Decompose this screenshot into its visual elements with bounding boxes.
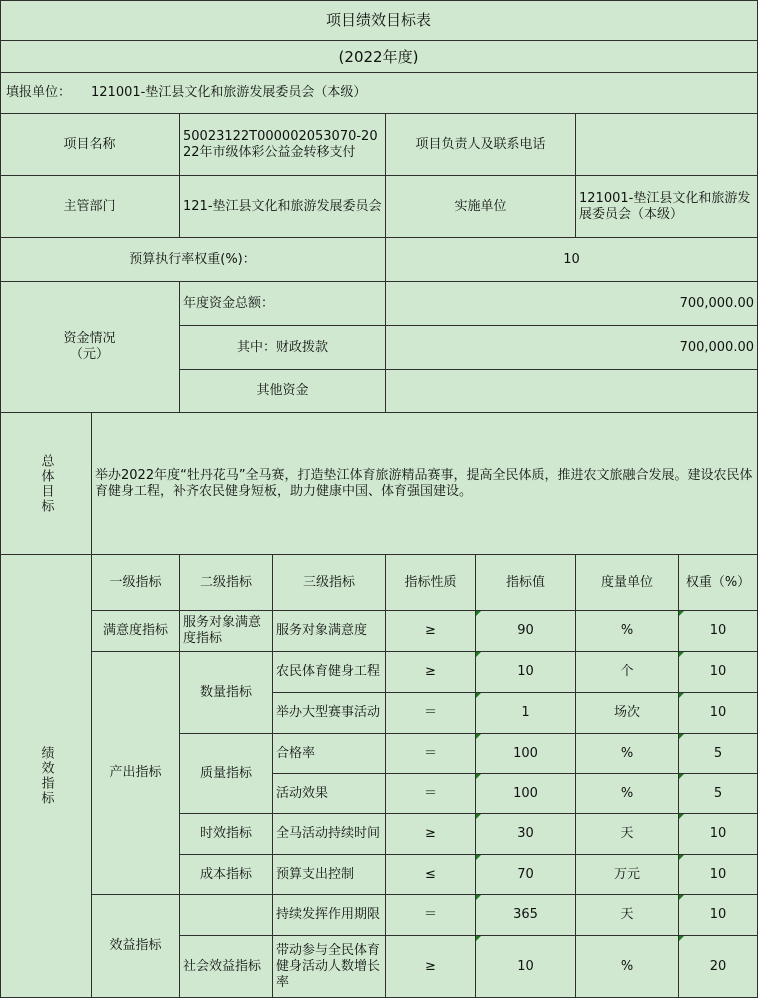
level2-service-satisfaction: 服务对象满意度指标	[180, 611, 273, 652]
level2-social-benefit: 社会效益指标	[180, 936, 273, 998]
table-title: 项目绩效目标表	[0, 0, 758, 41]
row-8-value: 10	[476, 936, 576, 998]
row-1-level3: 农民体育健身工程	[273, 652, 386, 693]
level1-output: 产出指标	[92, 652, 180, 895]
row-1-unit: 个	[576, 652, 679, 693]
row-6-nature: ≤	[386, 855, 476, 895]
level2-blank	[180, 895, 273, 936]
row-2-unit: 场次	[576, 693, 679, 734]
row-8-unit: %	[576, 936, 679, 998]
row-6-weight: 10	[679, 855, 758, 895]
header-level1: 一级指标	[92, 555, 180, 611]
goal-text: 举办2022年度“牡丹花马”全马赛，打造垫江体育旅游精品赛事，提高全民体质，推进农文旅融合发展。建设农民体育健身工程，补齐农民健身短板，助力健康中国、体育强国建设。	[92, 413, 758, 555]
funds-fiscal-value: 700,000.00	[386, 326, 758, 370]
row-4-unit: %	[576, 774, 679, 814]
row-1-nature: ≥	[386, 652, 476, 693]
row-5-nature: ≥	[386, 814, 476, 855]
row-7-value: 365	[476, 895, 576, 936]
row-4-nature: ＝	[386, 774, 476, 814]
funds-label: 资金情况（元）	[0, 282, 180, 413]
project-name-value: 50023122T000002053070-2022年市级体彩公益金转移支付	[180, 114, 386, 176]
row-6-value: 70	[476, 855, 576, 895]
row-3-unit: %	[576, 734, 679, 774]
budget-weight-label: 预算执行率权重(%)：	[0, 238, 386, 282]
level2-quantity: 数量指标	[180, 652, 273, 734]
row-4-level3: 活动效果	[273, 774, 386, 814]
row-2-nature: ＝	[386, 693, 476, 734]
row-0-weight: 10	[679, 611, 758, 652]
project-person-label: 项目负责人及联系电话	[386, 114, 576, 176]
impl-unit-value: 121001-垫江县文化和旅游发展委员会（本级）	[576, 176, 758, 238]
reporting-unit-value: 121001-垫江县文化和旅游发展委员会（本级）	[91, 85, 367, 100]
row-0-value: 90	[476, 611, 576, 652]
row-5-unit: 天	[576, 814, 679, 855]
row-7-level3: 持续发挥作用期限	[273, 895, 386, 936]
row-0-level3: 服务对象满意度	[273, 611, 386, 652]
row-3-nature: ＝	[386, 734, 476, 774]
goal-label-text: 总体目标	[38, 453, 54, 514]
reporting-unit-row	[0, 73, 758, 114]
row-3-level3: 合格率	[273, 734, 386, 774]
header-level2: 二级指标	[180, 555, 273, 611]
header-unit: 度量单位	[576, 555, 679, 611]
project-person-value	[576, 114, 758, 176]
dept-label: 主管部门	[0, 176, 180, 238]
row-6-unit: 万元	[576, 855, 679, 895]
row-5-value: 30	[476, 814, 576, 855]
row-2-level3: 举办大型赛事活动	[273, 693, 386, 734]
funds-total-value: 700,000.00	[386, 282, 758, 326]
funds-total-label: 年度资金总额：	[180, 282, 386, 326]
project-name-label: 项目名称	[0, 114, 180, 176]
header-level3: 三级指标	[273, 555, 386, 611]
row-7-unit: 天	[576, 895, 679, 936]
row-0-unit: %	[576, 611, 679, 652]
funds-other-label: 其他资金	[180, 370, 386, 413]
level1-benefit: 效益指标	[92, 895, 180, 998]
row-4-weight: 5	[679, 774, 758, 814]
perf-label-text: 绩效指标	[38, 746, 54, 806]
row-4-value: 100	[476, 774, 576, 814]
goal-label	[0, 413, 92, 555]
table-year: (2022年度)	[0, 41, 758, 73]
row-0-nature: ≥	[386, 611, 476, 652]
level2-quality: 质量指标	[180, 734, 273, 814]
row-5-weight: 10	[679, 814, 758, 855]
funds-fiscal-label: 其中：财政拨款	[180, 326, 386, 370]
dept-value: 121-垫江县文化和旅游发展委员会	[180, 176, 386, 238]
impl-unit-label: 实施单位	[386, 176, 576, 238]
perf-label	[0, 555, 92, 998]
row-6-level3: 预算支出控制	[273, 855, 386, 895]
row-8-nature: ≥	[386, 936, 476, 998]
budget-weight-value: 10	[386, 238, 758, 282]
level2-timeliness: 时效指标	[180, 814, 273, 855]
header-nature: 指标性质	[386, 555, 476, 611]
level2-cost: 成本指标	[180, 855, 273, 895]
level1-satisfaction: 满意度指标	[92, 611, 180, 652]
row-8-weight: 20	[679, 936, 758, 998]
row-2-weight: 10	[679, 693, 758, 734]
funds-other-value	[386, 370, 758, 413]
row-1-value: 10	[476, 652, 576, 693]
row-7-nature: ＝	[386, 895, 476, 936]
row-3-weight: 5	[679, 734, 758, 774]
header-weight: 权重（%）	[679, 555, 758, 611]
row-8-level3: 带动参与全民体育健身活动人数增长率	[273, 936, 386, 998]
row-7-weight: 10	[679, 895, 758, 936]
row-5-level3: 全马活动持续时间	[273, 814, 386, 855]
row-1-weight: 10	[679, 652, 758, 693]
header-value: 指标值	[476, 555, 576, 611]
reporting-unit-label: 填报单位：	[6, 85, 72, 100]
row-3-value: 100	[476, 734, 576, 774]
row-2-value: 1	[476, 693, 576, 734]
